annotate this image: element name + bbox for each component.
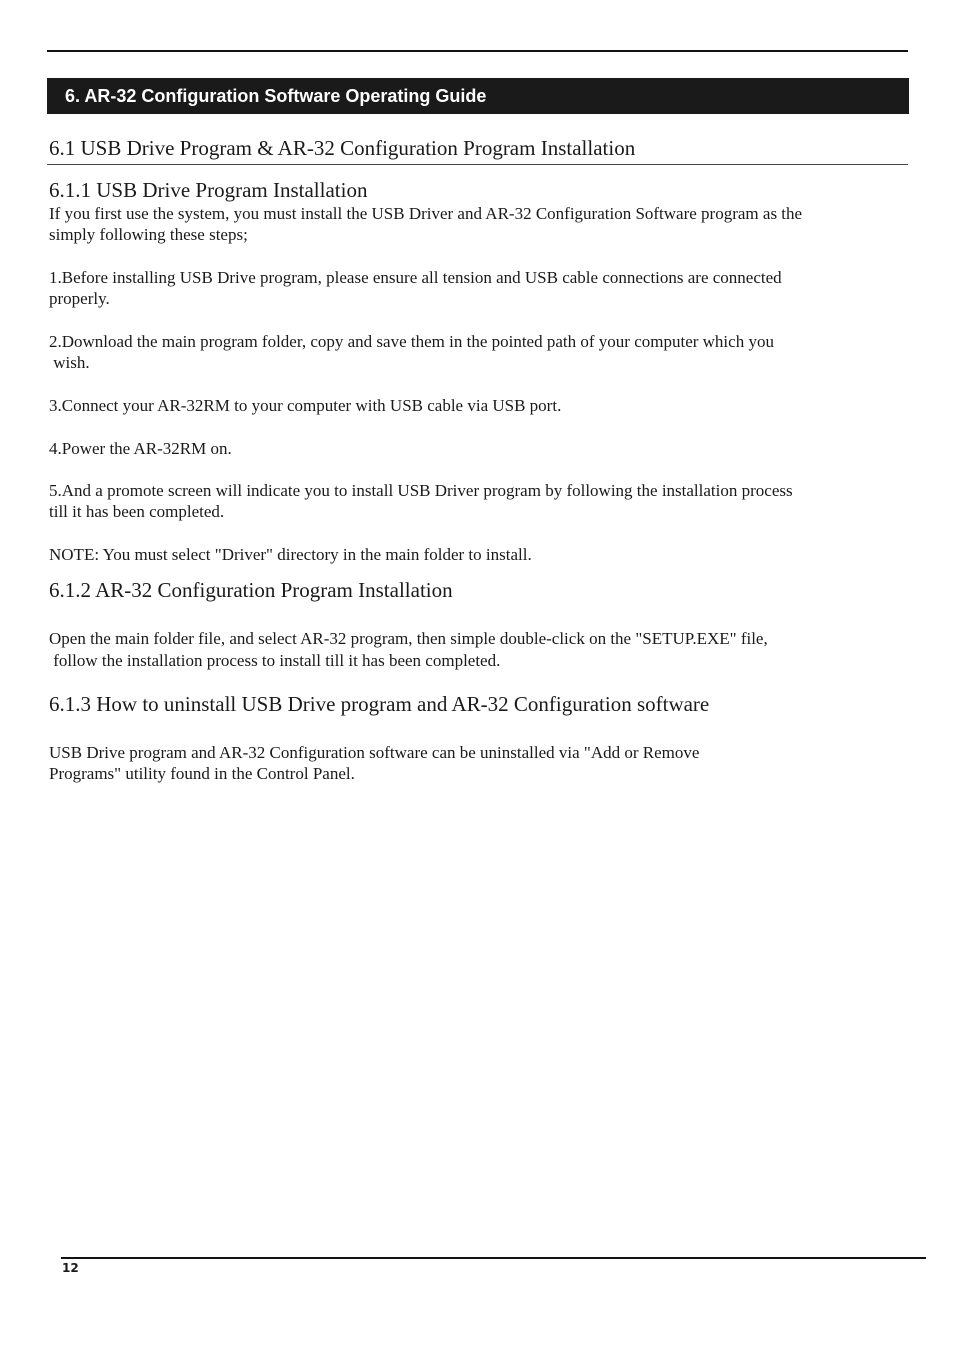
top-rule — [47, 50, 908, 52]
step-2-line-2: wish. — [49, 353, 90, 372]
step-5-line-1: 5.And a promote screen will indicate you to install USB Driver program by following the installation process — [49, 481, 793, 500]
uninstall-line-2: Programs" utility found in the Control Panel. — [49, 764, 355, 783]
step-1-line-2: properly. — [49, 289, 110, 308]
install-line-1: Open the main folder file, and select AR-32 program, then simple double-click on the "SETUP.EXE" file, — [49, 629, 768, 648]
step-4: 4.Power the AR-32RM on. — [49, 439, 232, 458]
page-number: 12 — [62, 1261, 79, 1275]
chapter-title: 6. AR-32 Configuration Software Operating Guide — [47, 78, 909, 114]
subsection-title-6-1-2: 6.1.2 AR-32 Configuration Program Installation — [49, 578, 453, 602]
subsection-title-6-1-1: 6.1.1 USB Drive Program Installation — [49, 178, 368, 202]
uninstall-line-1: USB Drive program and AR-32 Configuration software can be uninstalled via "Add or Remove — [49, 743, 700, 762]
footer-rule — [61, 1257, 926, 1259]
note: NOTE: You must select "Driver" directory in the main folder to install. — [49, 545, 532, 564]
step-1-line-1: 1.Before installing USB Drive program, please ensure all tension and USB cable connections are connected — [49, 268, 782, 287]
section-divider — [47, 164, 908, 165]
subsection-title-6-1-3: 6.1.3 How to uninstall USB Drive program and AR-32 Configuration software — [49, 692, 710, 716]
step-3: 3.Connect your AR-32RM to your computer with USB cable via USB port. — [49, 396, 562, 415]
install-line-2: follow the installation process to install till it has been completed. — [49, 651, 501, 670]
step-5-line-2: till it has been completed. — [49, 502, 225, 521]
intro-line-2: simply following these steps; — [49, 225, 248, 244]
section-title: 6.1 USB Drive Program & AR-32 Configuration Program Installation — [49, 136, 636, 160]
step-2-line-1: 2.Download the main program folder, copy and save them in the pointed path of your computer which you — [49, 332, 774, 351]
intro-line-1: If you first use the system, you must install the USB Driver and AR-32 Configuration Software program as the — [49, 204, 803, 223]
